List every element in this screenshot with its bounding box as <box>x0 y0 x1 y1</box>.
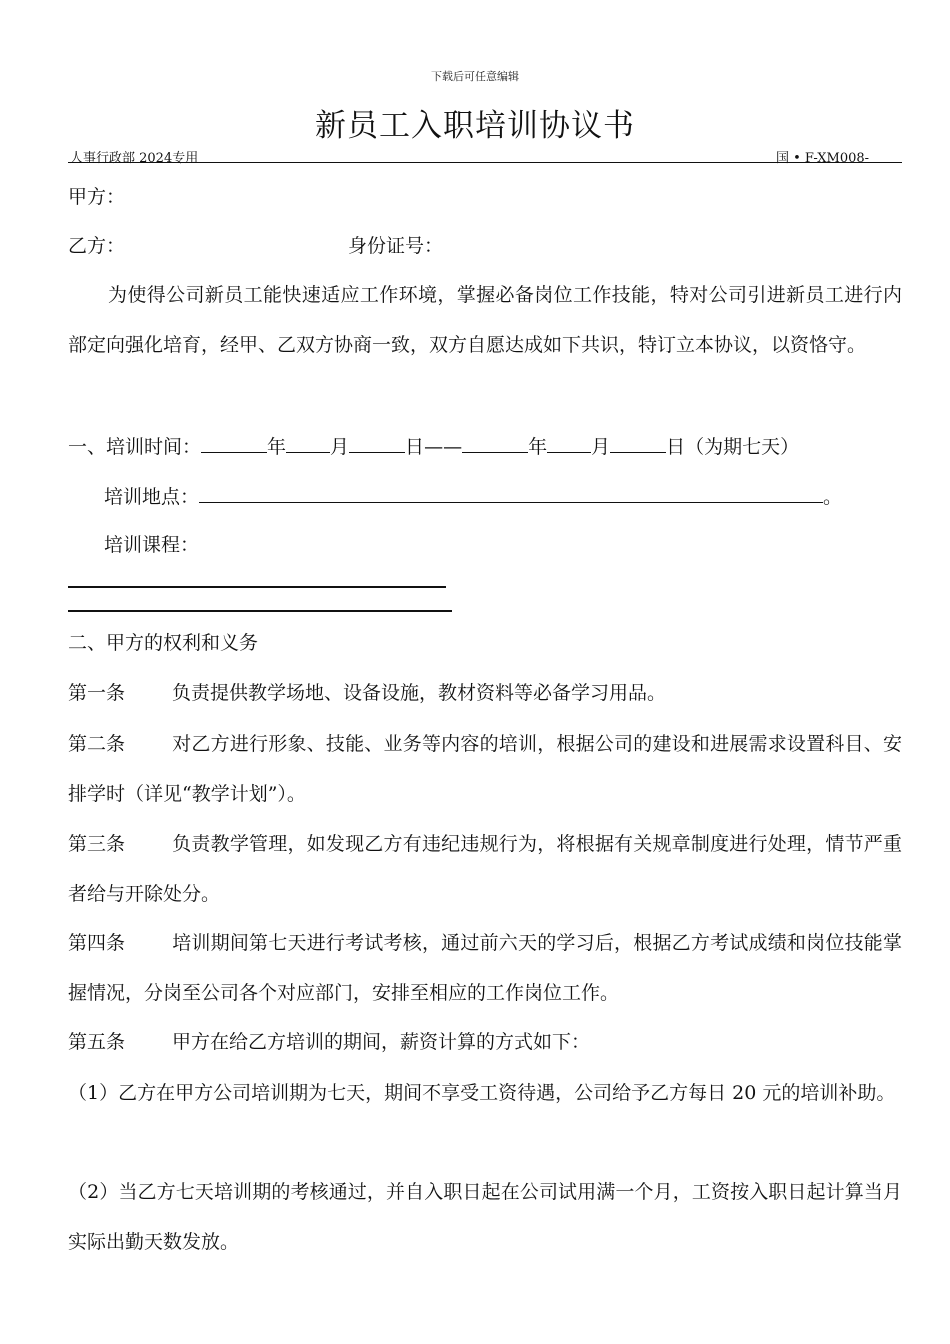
month-label: 月 <box>330 436 350 458</box>
course-line-2[interactable] <box>68 610 452 612</box>
article-4 <box>68 918 902 1018</box>
document-title: 新员工入职培训协议书 <box>315 108 635 144</box>
article-2-text: 对乙方进行形象、技能、业务等内容的培训，根据公司的建设和进展需求设置科目、安排学时（详见“教学计划”）。 <box>68 733 902 805</box>
item-2-text: 当乙方七天培训期的考核通过，并自入职日起在公司试用满一个月，工资按入职日起计算当月实际出勤天数发放。 <box>68 1181 902 1253</box>
intro-paragraph: 为使得公司新员工能快速适应工作环境，掌握必备岗位工作技能，特对公司引进新员工进行内部定向强化培育，经甲、乙双方协商一致，双方自愿达成如下共识，特订立本协议，以资恪守。 <box>68 284 902 356</box>
training-time-row <box>68 434 799 457</box>
department-label: 人事行政部 2024专用 <box>70 151 199 166</box>
item-1-text: 乙方在甲方公司培训期为七天，期间不享受工资待遇，公司给予乙方每日 20 元的培训补助。 <box>118 1082 896 1104</box>
article-5 <box>68 1017 902 1067</box>
article-2-label: 第二条 <box>68 733 126 755</box>
end-month-label: 月 <box>591 436 611 458</box>
article-4-text: 培训期间第七天进行考试考核，通过前六天的学习后，根据乙方考试成绩和岗位技能掌握情况，分岗至公司各个对应部门，安排至相应的工作岗位工作。 <box>68 932 902 1004</box>
course-line-1[interactable] <box>68 586 446 588</box>
end-year-label: 年 <box>528 436 548 458</box>
article-1-label: 第一条 <box>68 682 126 704</box>
section-2-heading: 二、甲方的权利和义务 <box>68 632 259 654</box>
download-note: 下载后可任意编辑 <box>431 70 519 83</box>
training-time-label: 一、培训时间： <box>68 436 202 458</box>
training-place-label: 培训地点： <box>104 486 200 508</box>
article-5-label: 第五条 <box>68 1031 126 1053</box>
training-place-blank[interactable] <box>199 484 823 503</box>
end-month-blank[interactable] <box>547 434 591 453</box>
start-day-blank[interactable] <box>349 434 405 453</box>
year-label: 年 <box>267 436 287 458</box>
party-a-label: 甲方： <box>68 186 126 208</box>
day-label: 日 <box>405 436 425 458</box>
header-divider <box>68 162 902 163</box>
item-1 <box>68 1068 902 1118</box>
end-year-blank[interactable] <box>462 434 528 453</box>
article-2 <box>68 719 902 819</box>
start-year-blank[interactable] <box>201 434 267 453</box>
article-1-text: 负责提供教学场地、设备设施，教材资料等必备学习用品。 <box>172 682 667 704</box>
id-number-label: 身份证号： <box>348 235 444 257</box>
article-5-text: 甲方在给乙方培训的期间，薪资计算的方式如下： <box>172 1031 591 1053</box>
date-range-dash: —— <box>424 436 463 458</box>
article-4-label: 第四条 <box>68 932 126 954</box>
end-day-blank[interactable] <box>610 434 666 453</box>
document-code: 国 • F-XM008- <box>776 151 870 166</box>
training-course-label: 培训课程： <box>104 534 200 556</box>
training-place-end: 。 <box>823 486 843 508</box>
duration-label: 日（为期七天） <box>666 436 800 458</box>
article-1 <box>68 668 902 718</box>
item-2-number: （2） <box>68 1181 119 1203</box>
article-3 <box>68 819 902 919</box>
article-3-label: 第三条 <box>68 833 126 855</box>
item-1-number: （1） <box>68 1082 119 1104</box>
training-place-row <box>104 484 842 507</box>
party-b-label: 乙方： <box>68 235 126 257</box>
start-month-blank[interactable] <box>286 434 330 453</box>
article-3-text: 负责教学管理，如发现乙方有违纪违规行为，将根据有关规章制度进行处理，情节严重者给与开除处分。 <box>68 833 902 905</box>
item-2 <box>68 1167 902 1267</box>
